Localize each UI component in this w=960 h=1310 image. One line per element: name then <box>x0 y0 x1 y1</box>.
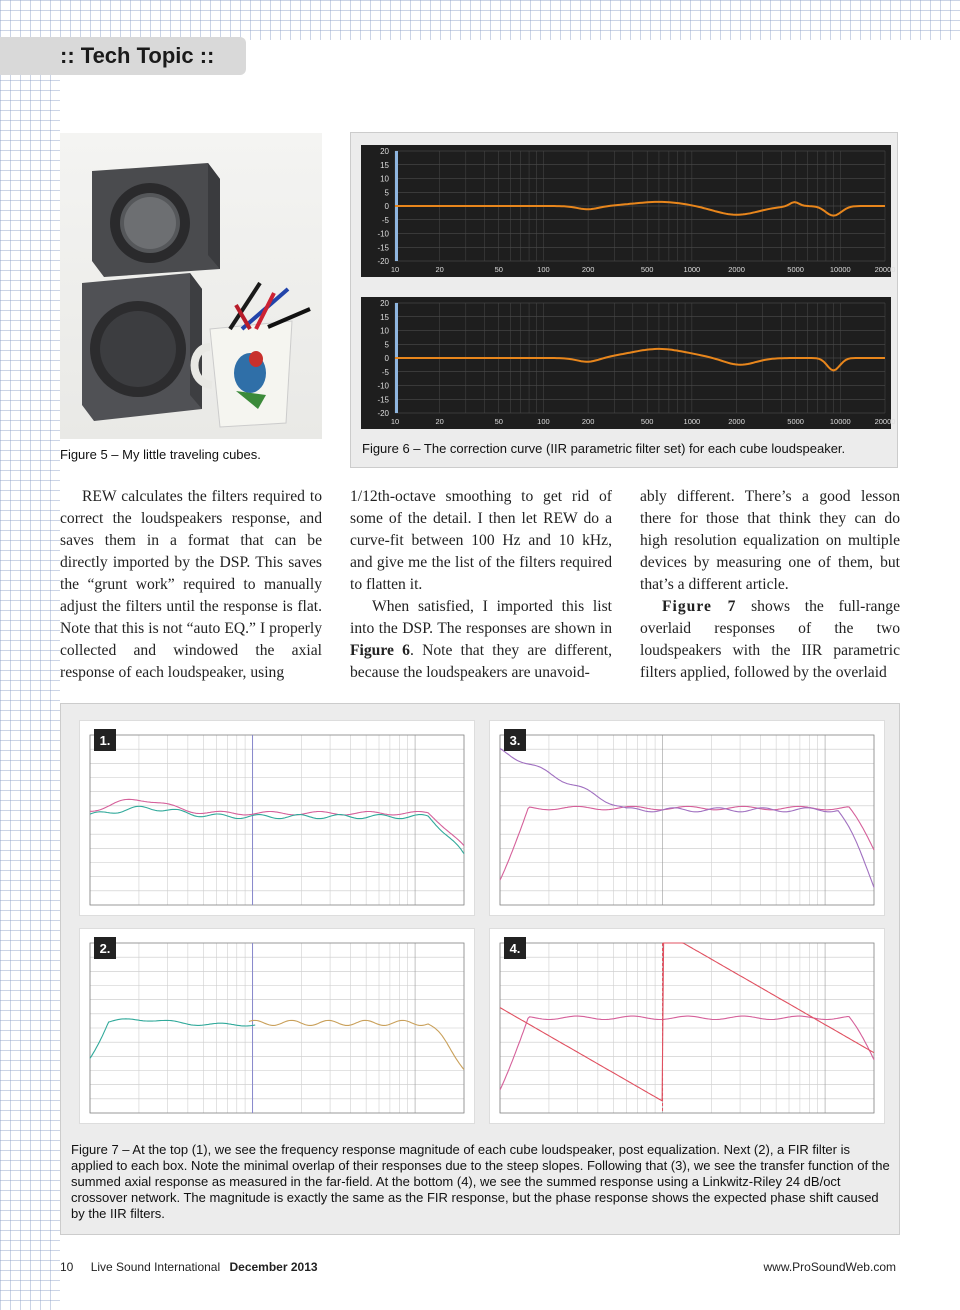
paragraph: ably different. There’s a good lesson there for those that think they can do high resolution equalization on multiple devices by measuring one of them, but that’s a different article. <box>640 488 900 593</box>
x-tick-label: 2000 <box>728 265 745 274</box>
publication-name: Live Sound International <box>90 1260 221 1274</box>
x-tick-label: 20000 <box>874 265 896 274</box>
y-tick-label: 15 <box>380 160 389 170</box>
y-tick-label: -10 <box>377 381 389 391</box>
figure-5 <box>60 133 322 468</box>
y-tick-label: 15 <box>380 312 389 322</box>
y-tick-label: -10 <box>377 229 389 239</box>
y-tick-label: -5 <box>381 367 389 377</box>
x-tick-label: 10 <box>390 265 400 274</box>
x-tick-label: 100 <box>537 265 550 274</box>
y-tick-label: 20 <box>380 299 389 308</box>
y-tick-label: -20 <box>377 409 389 418</box>
response-panel-3 <box>489 720 885 916</box>
y-tick-label: -5 <box>381 215 389 225</box>
graph-paper-top <box>0 0 960 40</box>
paragraph: When satisfied, I imported this list into the DSP. The responses are shown in Figure 6. Note that they are different, because the loudspeakers are unavoid- <box>350 598 613 681</box>
x-tick-label: 200 <box>581 417 595 426</box>
x-tick-label: 200 <box>581 265 595 274</box>
panel-label: 1. <box>94 729 116 751</box>
x-tick-label: 100 <box>537 417 550 426</box>
y-tick-label: 0 <box>384 354 389 363</box>
low-response-curve <box>90 1019 255 1059</box>
x-tick-label: 20000 <box>874 417 896 426</box>
correction-curve <box>395 349 885 371</box>
x-tick-label: 10 <box>390 417 400 426</box>
figure-5-caption: Figure 5 – My little traveling cubes. <box>60 447 261 462</box>
x-tick-label: 5000 <box>787 265 804 274</box>
x-tick-label: 50 <box>494 265 503 274</box>
page-number: 10 <box>60 1260 74 1274</box>
y-tick-label: 10 <box>380 326 389 336</box>
body-column-3 <box>640 486 900 684</box>
y-tick-label: -15 <box>377 243 389 253</box>
x-tick-label: 1000 <box>683 417 701 426</box>
y-tick-label: -15 <box>377 395 389 405</box>
y-tick-label: 10 <box>380 174 389 184</box>
x-tick-label: 2000 <box>728 417 745 426</box>
x-tick-label: 20 <box>435 265 444 274</box>
panel-label: 2. <box>94 937 116 959</box>
x-tick-label: 5000 <box>787 417 804 426</box>
figure-6 <box>350 132 898 468</box>
panel-label: 3. <box>504 729 526 751</box>
x-tick-label: 500 <box>640 265 654 274</box>
response-panel-4 <box>489 928 885 1124</box>
body-column-1 <box>60 486 322 684</box>
response-panel-2 <box>79 928 475 1124</box>
panel-label: 4. <box>504 937 526 959</box>
x-tick-label: 500 <box>640 417 654 426</box>
section-tab: :: Tech Topic :: <box>0 37 246 75</box>
graph-paper-margin <box>0 0 60 1310</box>
y-tick-label: 5 <box>384 188 389 198</box>
x-tick-label: 1000 <box>683 265 701 274</box>
response-panel-1 <box>79 720 475 916</box>
x-tick-label: 20 <box>435 417 444 426</box>
footer-left <box>60 1260 318 1274</box>
paragraph: Figure 7 shows the full-range overlaid responses of the two loudspeakers with the IIR parametric filters applied, followed by the overlaid <box>640 598 900 681</box>
y-tick-label: 5 <box>384 340 389 350</box>
y-tick-label: 20 <box>380 147 389 156</box>
figure-7 <box>60 703 900 1235</box>
cubes-photo <box>60 133 322 439</box>
x-tick-label: 10000 <box>829 417 851 426</box>
paragraph: REW calculates the filters required to correct the loudspeakers response, and saves them in a format that can be directly imported by the DSP. This saves the “grunt work” required to manually adjust the filters until the response is flat. Note that this is not “auto EQ.” I properly collected and windowed the axial response of each loudspeaker, using <box>60 488 322 681</box>
body-column-2 <box>350 486 612 684</box>
y-tick-label: 0 <box>384 202 389 211</box>
issue-date: December 2013 <box>229 1260 318 1274</box>
y-tick-label: -20 <box>377 257 389 266</box>
x-tick-label: 10000 <box>829 265 851 274</box>
correction-curve <box>395 202 885 216</box>
paragraph: 1/12th-octave smoothing to get rid of some of the detail. I then let REW do a curve-fit between 100 Hz and 10 kHz, and give me the list of the filters required to flatten it. <box>350 488 612 593</box>
correction-curve-plot-1 <box>361 145 896 277</box>
figure-7-caption: Figure 7 – At the top (1), we see the frequency response magnitude of each cube loudspeaker, post equalization. Next (2), a FIR filter is applied to each box. Note the minimal overlap of their responses due to the steep slopes. Following that (3), we see the transfer function of the summed axial response as measured in the far-field. At the bottom (4), we see the summed response using a Linkwitz-Riley 24 dB/oct crossover network. The magnitude is exactly the same as the FIR response, but the phase response shows the expected phase shift caused by the IIR filters. <box>71 1142 890 1221</box>
x-tick-label: 50 <box>494 417 503 426</box>
correction-curve-plot-2 <box>361 297 896 429</box>
figure-6-caption: Figure 6 – The correction curve (IIR parametric filter set) for each cube loudspeaker. <box>362 441 846 456</box>
website-link[interactable]: www.ProSoundWeb.com <box>763 1260 896 1274</box>
